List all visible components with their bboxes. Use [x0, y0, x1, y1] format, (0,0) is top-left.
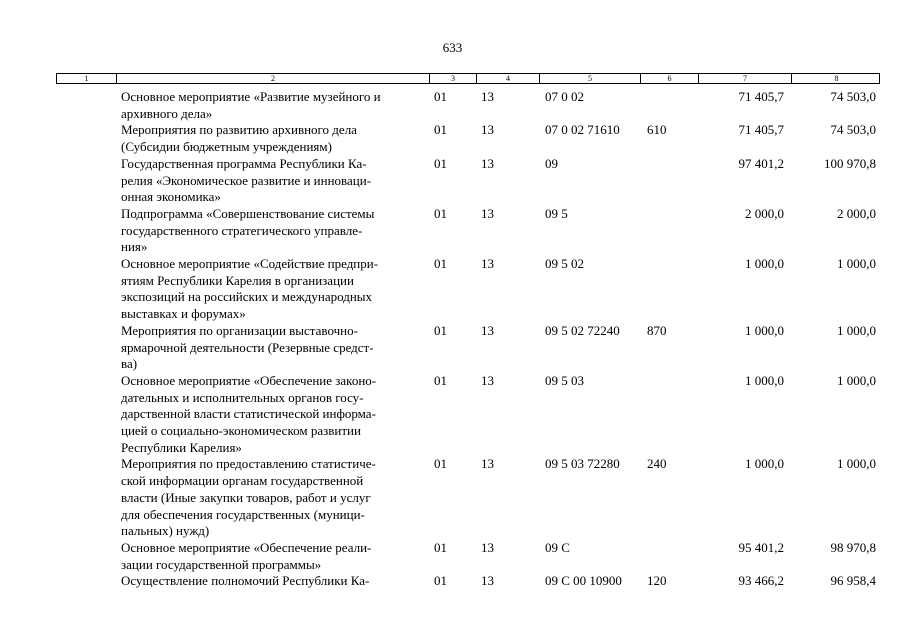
row-name: Государственная программа Республики Ка- релия «Экономическое развитие и инноваци- онная экономика» — [121, 155, 372, 205]
column-number-4: 4 — [476, 74, 539, 83]
row-target-article: 09 5 02 — [545, 256, 584, 272]
row-name: Основное мероприятие «Содействие предпри- ятиям Республики Карелия в организации экспозиций на российских и международных выставках и форумах» — [121, 256, 379, 322]
row-subsection-code: 13 — [481, 322, 494, 338]
row-subsection-code: 13 — [481, 573, 494, 589]
table-row — [0, 122, 905, 155]
row-section-code: 01 — [434, 89, 447, 104]
row-amount-year-2: 1 000,0 — [837, 456, 876, 472]
row-subsection-code: 13 — [481, 456, 494, 472]
row-expense-type: 240 — [647, 456, 667, 472]
page-number: 633 — [442, 40, 463, 55]
row-name: Осуществление полномочий Республики Ка- — [121, 573, 370, 589]
column-number-8: 8 — [791, 74, 881, 83]
row-target-article: 09 5 03 — [545, 372, 584, 388]
row-section-code: 01 — [434, 205, 447, 221]
row-section-code: 01 — [434, 122, 447, 138]
row-section-code: 01 — [434, 322, 447, 338]
table-row — [0, 206, 905, 256]
row-amount-year-2: 74 503,0 — [830, 89, 876, 104]
row-amount-year-2: 74 503,0 — [830, 122, 876, 138]
row-subsection-code: 13 — [481, 372, 494, 388]
column-number-2: 2 — [116, 74, 429, 83]
row-amount-year-1: 1 000,0 — [745, 372, 784, 388]
row-amount-year-1: 2 000,0 — [745, 205, 784, 221]
column-number-1: 1 — [84, 74, 89, 83]
budget-table-body — [0, 89, 905, 590]
row-section-code: 01 — [434, 456, 447, 472]
row-subsection-code: 13 — [481, 256, 494, 272]
row-subsection-code: 13 — [481, 122, 494, 138]
row-name: Подпрограмма «Совершенствование системы государственного стратегического управле- ния» — [121, 205, 375, 255]
row-amount-year-2: 2 000,0 — [837, 205, 876, 221]
table-row — [0, 373, 905, 457]
row-target-article: 09 С 00 10900 — [545, 573, 622, 589]
row-amount-year-1: 1 000,0 — [745, 322, 784, 338]
row-section-code: 01 — [434, 372, 447, 388]
row-amount-year-1: 93 466,2 — [738, 573, 784, 589]
row-expense-type: 120 — [647, 573, 667, 589]
row-target-article: 07 0 02 71610 — [545, 122, 620, 138]
row-amount-year-1: 71 405,7 — [738, 89, 784, 104]
row-amount-year-1: 1 000,0 — [745, 256, 784, 272]
row-amount-year-2: 100 970,8 — [824, 155, 876, 171]
column-number-6: 6 — [640, 74, 698, 83]
row-name: Мероприятия по предоставлению статистиче- ской информации органам государственной власти (Иные закупки товаров, работ и услуг для обеспечения государственных (муници- пальных) нужд) — [121, 456, 376, 539]
row-amount-year-2: 1 000,0 — [837, 372, 876, 388]
row-expense-type: 610 — [647, 122, 667, 138]
row-section-code: 01 — [434, 573, 447, 589]
column-number-3: 3 — [429, 74, 476, 83]
table-row — [0, 156, 905, 206]
row-subsection-code: 13 — [481, 89, 494, 104]
row-subsection-code: 13 — [481, 539, 494, 555]
table-row — [0, 573, 905, 590]
row-subsection-code: 13 — [481, 155, 494, 171]
row-name: Основное мероприятие «Развитие музейного и архивного дела» — [121, 89, 381, 121]
row-name: Мероприятия по развитию архивного дела (Субсидии бюджетным учреждениям) — [121, 122, 357, 155]
column-number-7: 7 — [698, 74, 791, 83]
row-target-article: 09 5 — [545, 205, 568, 221]
row-amount-year-1: 71 405,7 — [738, 122, 784, 138]
column-number-header — [56, 73, 880, 84]
row-amount-year-2: 96 958,4 — [830, 573, 876, 589]
row-subsection-code: 13 — [481, 205, 494, 221]
row-expense-type: 870 — [647, 322, 667, 338]
table-row — [0, 89, 905, 122]
row-amount-year-2: 98 970,8 — [830, 539, 876, 555]
row-section-code: 01 — [434, 155, 447, 171]
row-target-article: 07 0 02 — [545, 89, 584, 104]
table-row — [0, 456, 905, 540]
row-target-article: 09 5 02 72240 — [545, 322, 620, 338]
table-row — [0, 540, 905, 573]
column-number-5: 5 — [539, 74, 640, 83]
row-amount-year-1: 1 000,0 — [745, 456, 784, 472]
row-target-article: 09 5 03 72280 — [545, 456, 620, 472]
row-name: Мероприятия по организации выставочно- ярмарочной деятельности (Резервные средст- ва) — [121, 322, 374, 372]
row-name: Основное мероприятие «Обеспечение реали- зации государственной программы» — [121, 539, 372, 572]
row-section-code: 01 — [434, 256, 447, 272]
row-amount-year-2: 1 000,0 — [837, 322, 876, 338]
row-amount-year-2: 1 000,0 — [837, 256, 876, 272]
row-target-article: 09 С — [545, 539, 570, 555]
table-row — [0, 323, 905, 373]
row-name: Основное мероприятие «Обеспечение законо- дательных и исполнительных органов госу- дарственной власти статистической информа- цией о социально-экономическом развитии Республики Карелия» — [121, 372, 377, 455]
row-target-article: 09 — [545, 155, 558, 171]
table-row — [0, 256, 905, 323]
row-amount-year-1: 95 401,2 — [738, 539, 784, 555]
row-section-code: 01 — [434, 539, 447, 555]
row-amount-year-1: 97 401,2 — [738, 155, 784, 171]
